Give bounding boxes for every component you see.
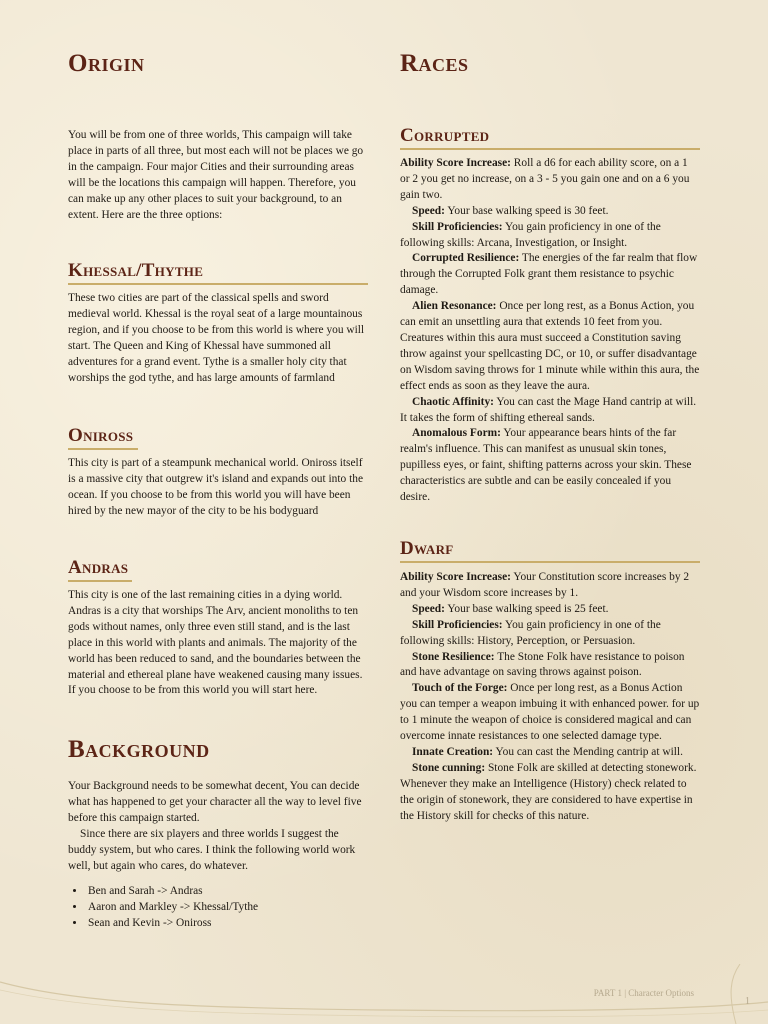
background-paragraph-1: Your Background needs to be somewhat decent, You can decide what has happened to get your character all the way to level five before this campaign started. bbox=[68, 780, 362, 824]
corrupted-heading: Corrupted bbox=[400, 125, 700, 150]
background-heading: Background bbox=[68, 736, 210, 763]
dwarf-traits bbox=[400, 570, 700, 825]
trait-alien-resonance: Alien Resonance: Once per long rest, as a Bonus Action, you can emit an unsettling aura that extends 10 feet from you. Creatures within this aura must succeed a Constitution saving throw against your spellcasting DC, or 10, or suffer disadvantage on Wisdom saving throws for 1 minute while within this aura, the effect ends as soon as they leave the aura. bbox=[400, 300, 700, 392]
trait-speed: Speed: Your base walking speed is 30 feet. bbox=[412, 204, 609, 217]
trait-ability-score: Ability Score Increase: Roll a d6 for each ability score, on a 1 or 2 you get no increase, on a 3 - 5 you gain one and on a 6 you gain two. bbox=[400, 157, 690, 201]
trait-stone-cunning: Stone cunning: Stone Folk are skilled at detecting stonework. Whenever they make an Intelligence (History) check related to the origin of stonework, they are considered to have expertise in the History skill for checks of this nature. bbox=[400, 761, 697, 822]
trait-stone-resilience: Stone Resilience: The Stone Folk have resistance to poison and have advantage on saving throws against poison. bbox=[400, 650, 685, 679]
footer-label: PART 1 | Character Options bbox=[593, 988, 694, 998]
oniross-heading: Oniross bbox=[68, 425, 138, 450]
page-footer bbox=[0, 964, 768, 1024]
andras-heading: Andras bbox=[68, 557, 132, 582]
trait-chaotic-affinity: Chaotic Affinity: You can cast the Mage Hand cantrip at will. It takes the form of shifting ethereal sands. bbox=[400, 395, 697, 424]
list-item: • Aaron and Markley -> Khessal/Tythe bbox=[86, 900, 386, 916]
oniross-text: This city is part of a steampunk mechanical world. Oniross itself is a massive city that outgrew it's island and expands out into the ocean. If you choose to be from this world you will have been hired by the new mayor of the city to be his bodyguard bbox=[68, 457, 363, 517]
trait-skill-proficiencies: Skill Proficiencies: You gain proficiency in one of the following skills: Arcana, Investigation, or Insight. bbox=[400, 220, 661, 249]
list-item: • Sean and Kevin -> Oniross bbox=[86, 916, 386, 932]
races-heading: Races bbox=[400, 50, 469, 77]
khessal-heading: Khessal/Thythe bbox=[68, 260, 368, 285]
origin-heading: Origin bbox=[68, 50, 145, 77]
page-number: 1 bbox=[745, 996, 750, 1007]
list-item: • Ben and Sarah -> Andras bbox=[86, 884, 386, 900]
corrupted-traits bbox=[400, 156, 700, 506]
andras-text: This city is one of the last remaining cities in a dying world. Andras is a city that worships The Arv, ancient monoliths to ten gods without names, only three even still stand, and is the last place in this world with plants and animals. The majority of the world has been reduced to sand, and the boundaries between the material and ethereal plane have weakened causing many issues. If you choose to be from this world you will start here. bbox=[68, 589, 363, 697]
trait-anomalous-form: Anomalous Form: Your appearance bears hints of the far realm's influence. This can manifest as unusual skin tones, pupilless eyes, or faint, shifting patterns across your skin. These characteristics are subtle and can be easily concealed if you desire. bbox=[400, 427, 692, 504]
trait-corrupted-resilience: Corrupted Resilience: The energies of the far realm that flow through the Corrupted Folk grant them resistance to psychic damage. bbox=[400, 252, 698, 297]
trait-innate-creation: Innate Creation: You can cast the Mending cantrip at will. bbox=[412, 745, 683, 758]
trait-speed: Speed: Your base walking speed is 25 feet. bbox=[412, 602, 609, 615]
background-paragraph-2: Since there are six players and three worlds I suggest the buddy system, but who cares. I think the following world work well, but again who cares, do whatever. bbox=[68, 827, 356, 872]
pairing-list bbox=[68, 884, 386, 932]
origin-text: You will be from one of three worlds, This campaign will take place in parts of all three, but most each will not be places we go in the campaign. Four major Cities and their surrounding areas will be the locations this campaign will happen. Therefore, you can make up any other places to suit your background, to an extent. Here are the three options: bbox=[68, 129, 364, 221]
background-text bbox=[68, 779, 368, 874]
dwarf-heading: Dwarf bbox=[400, 538, 700, 563]
trait-touch-of-the-forge: Touch of the Forge: Once per long rest, as a Bonus Action you can temper a weapon imbuing it with enhanced power. for up to 1 minute the weapon of choice is considered magical and can overcome innate resistances to one selected damage type. bbox=[400, 682, 700, 743]
trait-skill-proficiencies: Skill Proficiencies: You gain proficiency in one of the following skills: History, Perception, or Persuasion. bbox=[400, 618, 661, 647]
trait-ability-score: Ability Score Increase: Your Constitution score increases by 2 and your Wisdom score increases by 1. bbox=[400, 571, 690, 599]
khessal-text: These two cities are part of the classical spells and sword medieval world. Khessal is the royal seat of a large mountainous region, and if you choose to be from this world is where you will start. The Queen and King of Khessal have summoned all adventures for a grand event. Tythe is a smaller holy city that worships the god tythe, and has large amounts of farmland bbox=[68, 292, 365, 384]
